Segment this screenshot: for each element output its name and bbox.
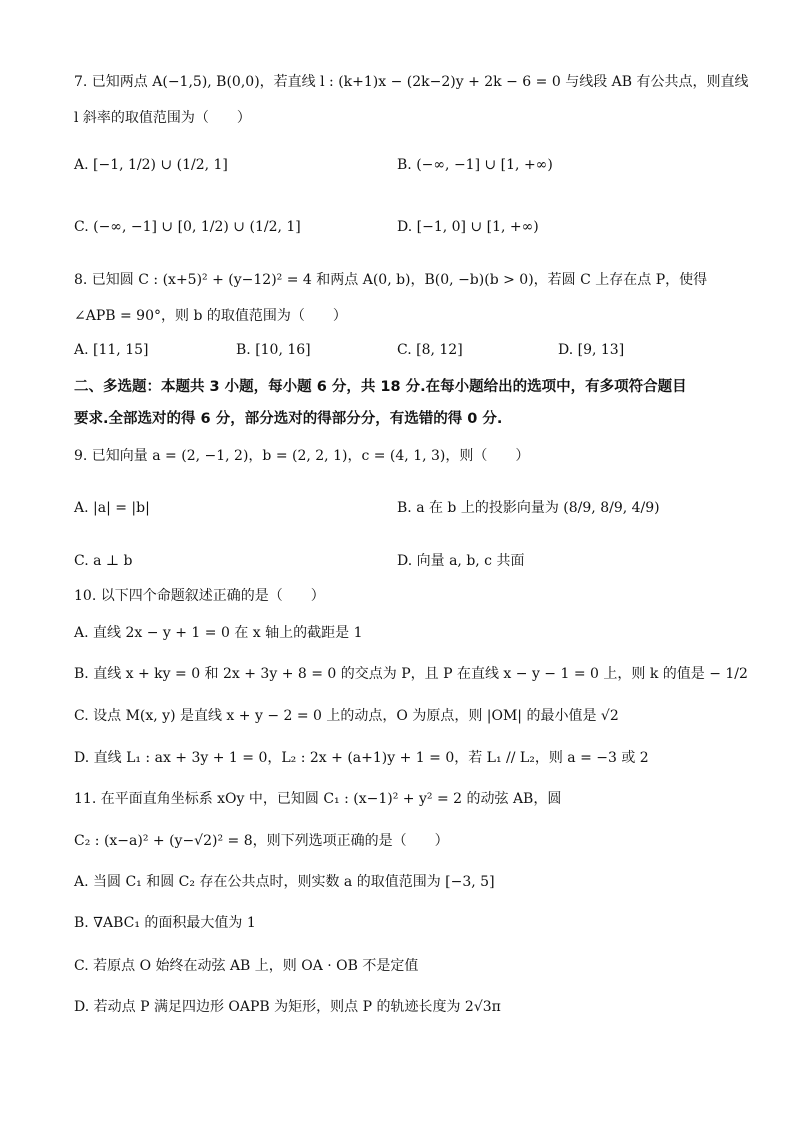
q11-option-b: B. ∇ABC₁ 的面积最大值为 1	[74, 915, 256, 931]
section-heading-line1: 二、多选题：本题共 3 小题，每小题 6 分，共 18 分.在每小题给出的选项中，有多项符合题目	[74, 379, 687, 395]
q8-stem-line1: 8. 已知圆 C : (x+5)² + (y−12)² = 4 和两点 A(0, b)，B(0, −b)(b > 0)，若圆 C 上存在点 P，使得	[74, 272, 708, 288]
q9-option-c: C. a ⊥ b	[74, 553, 133, 569]
q7-option-c: C. (−∞, −1] ∪ [0, 1/2) ∪ (1/2, 1]	[74, 219, 301, 235]
q10-option-d: D. 直线 L₁ : ax + 3y + 1 = 0，L₂ : 2x + (a+1)y + 1 = 0，若 L₁ // L₂，则 a = −3 或 2	[74, 750, 649, 766]
q11-option-c: C. 若原点 O 始终在动弦 AB 上，则 OA · OB 不是定值	[74, 958, 419, 974]
q9-option-d: D. 向量 a, b, c 共面	[397, 553, 525, 569]
q10-option-b: B. 直线 x + ky = 0 和 2x + 3y + 8 = 0 的交点为 P，且 P 在直线 x − y − 1 = 0 上，则 k 的值是 − 1/2	[74, 666, 748, 682]
q8-option-c: C. [8, 12]	[397, 342, 463, 358]
q10-option-c: C. 设点 M(x, y) 是直线 x + y − 2 = 0 上的动点，O 为原点，则 |OM| 的最小值是 √2	[74, 708, 619, 724]
q8-option-d: D. [9, 13]	[558, 342, 625, 358]
q8-option-b: B. [10, 16]	[236, 342, 311, 358]
q7-stem-line2: l 斜率的取值范围为（ ）	[74, 110, 251, 126]
q10-stem: 10. 以下四个命题叙述正确的是（ ）	[74, 588, 325, 604]
q11-stem-line2: C₂ : (x−a)² + (y−√2)² = 8，则下列选项正确的是（ ）	[74, 833, 449, 849]
q9-option-a: A. |a| = |b|	[74, 500, 150, 516]
q9-option-b: B. a 在 b 上的投影向量为 (8/9, 8/9, 4/9)	[397, 500, 660, 516]
q10-option-a: A. 直线 2x − y + 1 = 0 在 x 轴上的截距是 1	[74, 625, 363, 641]
q7-stem-line1: 7. 已知两点 A(−1,5), B(0,0)，若直线 l : (k+1)x − (2k−2)y + 2k − 6 = 0 与线段 AB 有公共点，则直线	[74, 74, 749, 90]
q8-option-a: A. [11, 15]	[74, 342, 149, 358]
q8-stem-line2: ∠APB = 90°，则 b 的取值范围为（ ）	[74, 308, 347, 324]
q7-option-d: D. [−1, 0] ∪ [1, +∞)	[397, 219, 539, 235]
q11-stem-line1: 11. 在平面直角坐标系 xOy 中，已知圆 C₁ : (x−1)² + y² = 2 的动弦 AB，圆	[74, 791, 562, 807]
section-heading-line2: 要求.全部选对的得 6 分，部分选对的得部分分，有选错的得 0 分.	[74, 411, 503, 427]
q7-option-b: B. (−∞, −1] ∪ [1, +∞)	[397, 157, 553, 173]
q7-option-a: A. [−1, 1/2) ∪ (1/2, 1]	[74, 157, 228, 173]
q11-option-a: A. 当圆 C₁ 和圆 C₂ 存在公共点时，则实数 a 的取值范围为 [−3, 5]	[74, 874, 495, 890]
q9-stem: 9. 已知向量 a = (2, −1, 2)，b = (2, 2, 1)，c = (4, 1, 3)，则（ ）	[74, 448, 530, 464]
q11-option-d: D. 若动点 P 满足四边形 OAPB 为矩形，则点 P 的轨迹长度为 2√3π	[74, 999, 501, 1015]
